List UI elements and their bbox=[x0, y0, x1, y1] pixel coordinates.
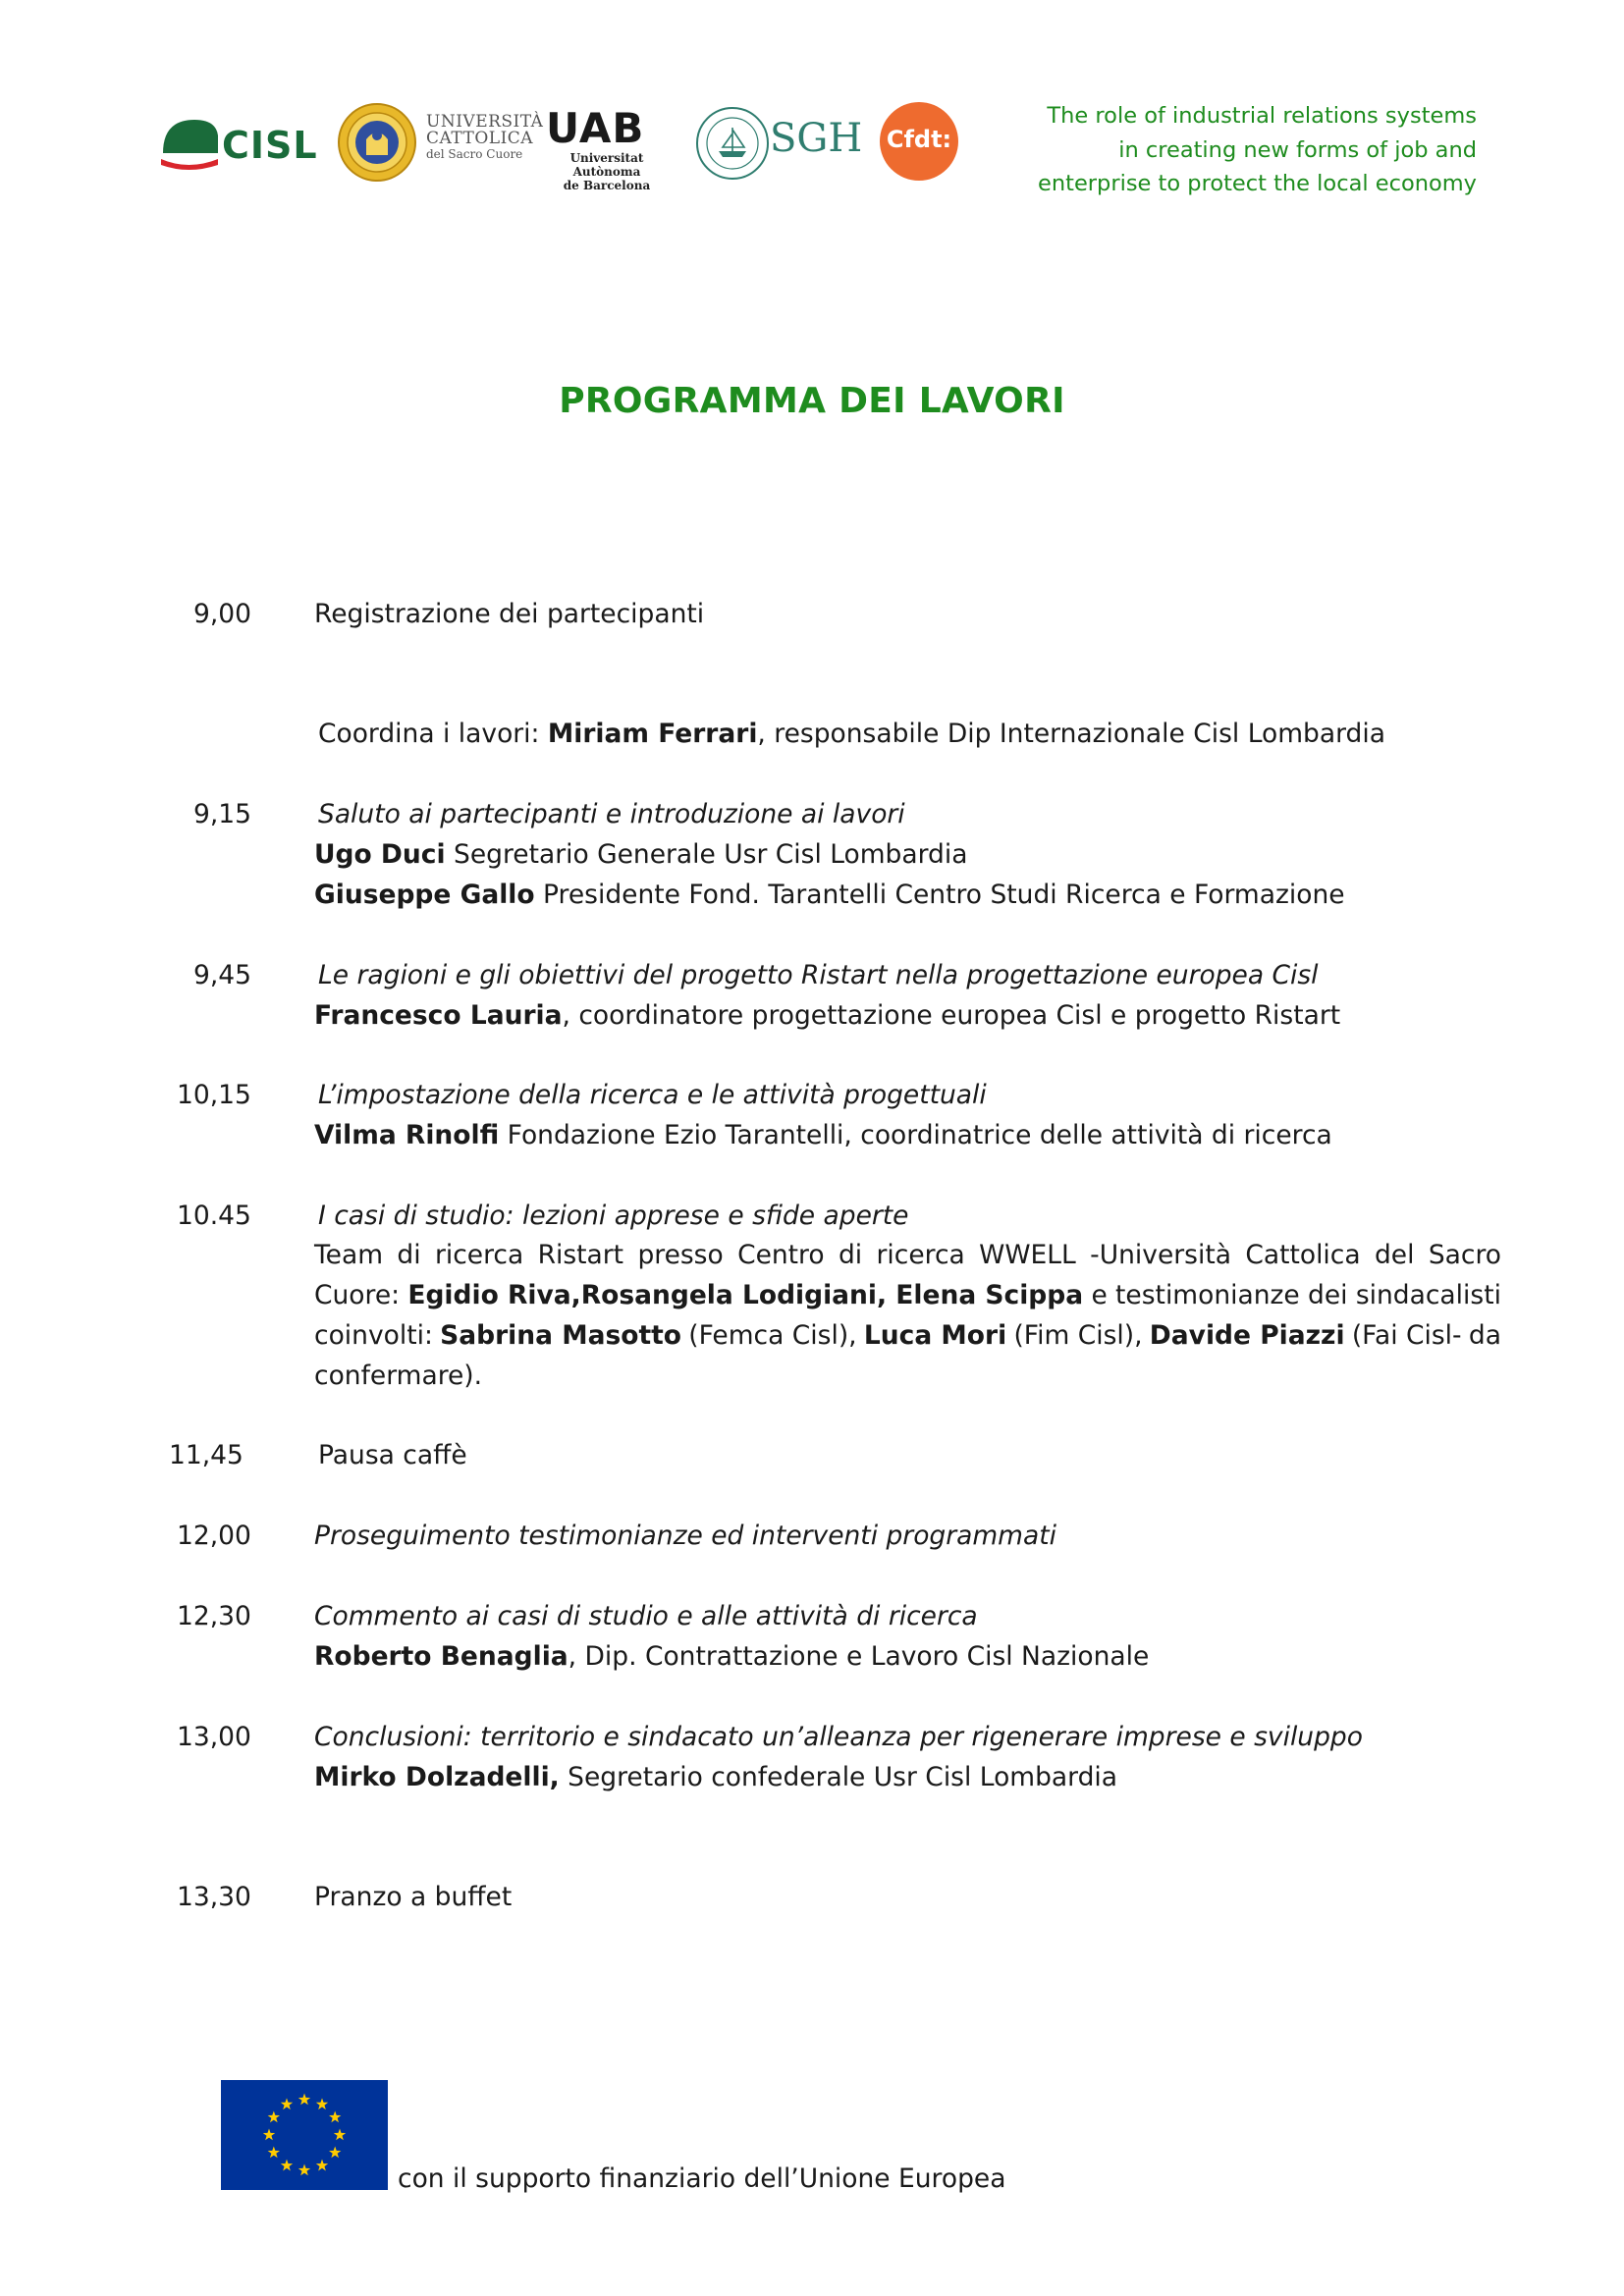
word: di bbox=[838, 1240, 863, 1270]
lunch-text: Pranzo a buffet bbox=[314, 1882, 513, 1912]
word: Sacro bbox=[1428, 1240, 1501, 1270]
sgh-wordmark: SGH bbox=[770, 116, 863, 161]
coordination-prefix: Coordina i lavori: bbox=[318, 719, 548, 749]
speaker-role: , coordinatore progettazione europea Cisl e progetto Ristart bbox=[562, 1000, 1341, 1031]
time-1145: 11,45 bbox=[169, 1440, 244, 1470]
speaker-line-0915-a bbox=[314, 839, 967, 870]
ucsc-line-1: UNIVERSITÀ bbox=[426, 112, 544, 132]
registration-text: Registrazione dei partecipanti bbox=[314, 599, 705, 629]
ucsc-logo bbox=[426, 112, 544, 173]
ucsc-line-3: del Sacro Cuore bbox=[426, 147, 523, 161]
time-1200: 12,00 bbox=[177, 1521, 251, 1551]
session-title-1230: Commento ai casi di studio e alle attività di ricerca bbox=[314, 1601, 978, 1631]
description-line-4: confermare). bbox=[314, 1361, 483, 1391]
word: Cattolica bbox=[1245, 1240, 1361, 1270]
time-1015: 10,15 bbox=[177, 1080, 251, 1110]
word: Ristart bbox=[537, 1240, 624, 1270]
word: presso bbox=[637, 1240, 724, 1270]
session-title-1200: Proseguimento testimonianze ed interventi programmati bbox=[314, 1521, 1056, 1551]
speaker-role: , Dip. Contrattazione e Lavoro Cisl Nazionale bbox=[568, 1641, 1150, 1672]
uab-wordmark: UAB bbox=[546, 104, 645, 152]
unionist-name: Davide Piazzi bbox=[1149, 1320, 1345, 1351]
researcher-names: Egidio Riva,Rosangela Lodigiani, Elena Scippa bbox=[407, 1280, 1084, 1310]
coffee-break-text: Pausa caffè bbox=[318, 1440, 467, 1470]
word: dei bbox=[1308, 1280, 1348, 1310]
description-line-2 bbox=[314, 1275, 1501, 1315]
tagline-line-3: enterprise to protect the local economy bbox=[1038, 171, 1477, 196]
uab-logo bbox=[546, 104, 674, 192]
project-tagline bbox=[1005, 99, 1477, 201]
word: WWELL bbox=[979, 1240, 1076, 1270]
speaker-name: Ugo Duci bbox=[314, 839, 446, 870]
union-org: (Fim Cisl), bbox=[1013, 1320, 1143, 1351]
word: di bbox=[397, 1240, 421, 1270]
session-description-1045 bbox=[314, 1235, 1501, 1396]
time-1230: 12,30 bbox=[177, 1601, 251, 1631]
speaker-line-1230 bbox=[314, 1641, 1149, 1672]
unionist-name: Luca Mori bbox=[863, 1320, 1007, 1351]
speaker-name: Vilma Rinolfi bbox=[314, 1120, 500, 1150]
tagline-line-2: in creating new forms of job and bbox=[1118, 136, 1477, 163]
speaker-line-0945 bbox=[314, 1000, 1340, 1031]
time-0915: 9,15 bbox=[193, 799, 252, 829]
cisl-logo bbox=[159, 110, 326, 181]
uab-line-2: de Barcelona bbox=[563, 179, 651, 192]
word: ricerca bbox=[876, 1240, 965, 1270]
word: e bbox=[1091, 1280, 1108, 1310]
speaker-role: Fondazione Ezio Tarantelli, coordinatrice delle attività di ricerca bbox=[499, 1120, 1332, 1150]
session-title-1015: L’impostazione della ricerca e le attività progettuali bbox=[318, 1080, 987, 1110]
union-org: (Fai Cisl- bbox=[1351, 1320, 1462, 1351]
unionist-name: Sabrina Masotto bbox=[440, 1320, 682, 1351]
description-line-1 bbox=[314, 1235, 1501, 1275]
speaker-line-1300 bbox=[314, 1762, 1117, 1792]
word: ricerca bbox=[434, 1240, 524, 1270]
word: Centro bbox=[737, 1240, 825, 1270]
speaker-role: Segretario confederale Usr Cisl Lombardia bbox=[559, 1762, 1118, 1792]
ucsc-seal-icon bbox=[337, 102, 417, 183]
uab-line-1: Universitat Autònoma bbox=[569, 151, 644, 179]
word: coinvolti: bbox=[314, 1320, 433, 1351]
speaker-name: Mirko Dolzadelli, bbox=[314, 1762, 560, 1792]
word: da bbox=[1468, 1320, 1501, 1351]
ucsc-line-2: CATTOLICA bbox=[426, 129, 534, 148]
word: del bbox=[1374, 1240, 1415, 1270]
word: sindacalisti bbox=[1355, 1280, 1501, 1310]
page-title: PROGRAMMA DEI LAVORI bbox=[559, 381, 1065, 421]
word: -Università bbox=[1090, 1240, 1231, 1270]
time-1300: 13,00 bbox=[177, 1722, 251, 1752]
session-title-1045: I casi di studio: lezioni apprese e sfide aperte bbox=[318, 1201, 909, 1231]
session-title-1300: Conclusioni: territorio e sindacato un’alleanza per rigenerare imprese e sviluppo bbox=[314, 1722, 1363, 1752]
eu-flag-icon bbox=[221, 2080, 388, 2190]
speaker-name: Roberto Benaglia bbox=[314, 1641, 568, 1672]
time-1330: 13,30 bbox=[177, 1882, 251, 1912]
speaker-role: Presidente Fond. Tarantelli Centro Studi Ricerca e Formazione bbox=[534, 880, 1345, 910]
word: testimonianze bbox=[1115, 1280, 1300, 1310]
cisl-wordmark: CISL bbox=[222, 124, 318, 167]
cfdt-logo bbox=[880, 102, 958, 181]
speaker-name: Francesco Lauria bbox=[314, 1000, 563, 1031]
session-title-0915: Saluto ai partecipanti e introduzione ai lavori bbox=[318, 799, 905, 829]
session-title-0945: Le ragioni e gli obiettivi del progetto Ristart nella progettazione europea Cisl bbox=[318, 960, 1319, 990]
speaker-line-1015 bbox=[314, 1120, 1332, 1150]
word: Team bbox=[314, 1240, 384, 1270]
speaker-line-0915-b bbox=[314, 880, 1345, 910]
time-1045: 10.45 bbox=[177, 1201, 251, 1231]
tagline-line-1: The role of industrial relations systems bbox=[1047, 103, 1477, 129]
word: Cuore: bbox=[314, 1280, 401, 1310]
speaker-role: Segretario Generale Usr Cisl Lombardia bbox=[445, 839, 968, 870]
sgh-seal-icon bbox=[693, 104, 772, 183]
cisl-mark-icon bbox=[159, 114, 220, 173]
coordinator-name: Miriam Ferrari bbox=[547, 719, 758, 749]
coordination-line bbox=[318, 719, 1385, 749]
eu-funding-caption: con il supporto finanziario dell’Unione Europea bbox=[398, 2163, 1006, 2194]
time-0945: 9,45 bbox=[193, 960, 252, 990]
time-0900: 9,00 bbox=[193, 599, 252, 629]
union-org: (Femca Cisl), bbox=[688, 1320, 857, 1351]
cfdt-wordmark: Cfdt: bbox=[886, 126, 952, 153]
coordinator-role: , responsabile Dip Internazionale Cisl Lombardia bbox=[757, 719, 1385, 749]
speaker-name: Giuseppe Gallo bbox=[314, 880, 535, 910]
description-line-3 bbox=[314, 1315, 1501, 1356]
